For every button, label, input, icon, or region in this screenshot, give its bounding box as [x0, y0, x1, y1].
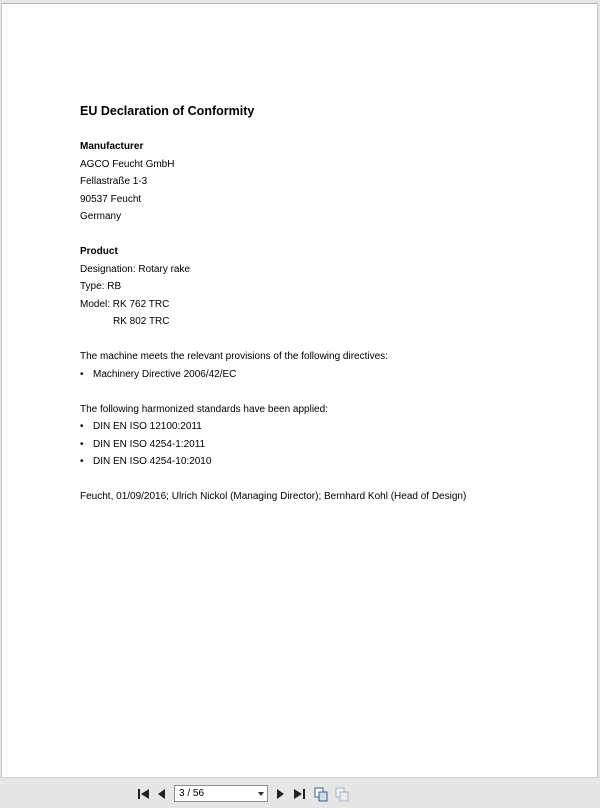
previous-page-icon — [157, 788, 167, 800]
copy-disabled-button[interactable] — [334, 786, 350, 802]
product-designation: Designation: Rotary rake — [80, 263, 191, 275]
document-content — [80, 103, 580, 506]
copy-button[interactable] — [313, 786, 329, 802]
product-heading: Product — [80, 246, 118, 257]
copy-disabled-icon — [334, 786, 350, 802]
manufacturer-line: Germany — [80, 211, 122, 222]
list-item: • DIN EN ISO 12100:2011 — [80, 418, 580, 436]
first-page-icon — [137, 788, 151, 800]
manufacturer-line: Fellastraße 1-3 — [80, 176, 148, 187]
page-indicator: 3 / 56 — [179, 788, 205, 799]
product-type: Type: RB — [80, 281, 122, 292]
page-number-select[interactable] — [174, 785, 268, 802]
product-model-second: RK 802 TRC — [113, 316, 170, 327]
list-item: • Machinery Directive 2006/42/EC — [80, 366, 580, 384]
manufacturer-heading: Manufacturer — [80, 141, 144, 152]
document-page — [1, 3, 598, 777]
next-page-icon — [275, 788, 285, 800]
last-page-icon — [292, 788, 306, 800]
signature-line: Feucht, 01/09/2016; Ulrich Nickol (Managing Director); Bernhard Kohl (Head of Design) — [80, 491, 467, 502]
manufacturer-line: AGCO Feucht GmbH — [80, 158, 175, 170]
standards-list — [80, 418, 580, 471]
directives-list — [80, 366, 580, 384]
standards-intro: The following harmonized standards have been applied: — [80, 403, 328, 415]
navigation-toolbar — [0, 777, 600, 808]
directives-intro: The machine meets the relevant provisions of the following directives: — [80, 351, 388, 362]
last-page-button[interactable] — [291, 786, 307, 802]
next-page-button[interactable] — [272, 786, 288, 802]
product-model: Model: RK 762 TRC — [80, 298, 170, 310]
copy-icon — [313, 786, 329, 802]
document-title: EU Declaration of Conformity — [80, 104, 255, 118]
chevron-down-icon — [258, 792, 264, 796]
previous-page-button[interactable] — [154, 786, 170, 802]
list-item: • DIN EN ISO 4254-1:2011 — [80, 436, 580, 454]
first-page-button[interactable] — [136, 786, 152, 802]
manufacturer-line: 90537 Feucht — [80, 193, 142, 205]
list-item: • DIN EN ISO 4254-10:2010 — [80, 453, 580, 471]
